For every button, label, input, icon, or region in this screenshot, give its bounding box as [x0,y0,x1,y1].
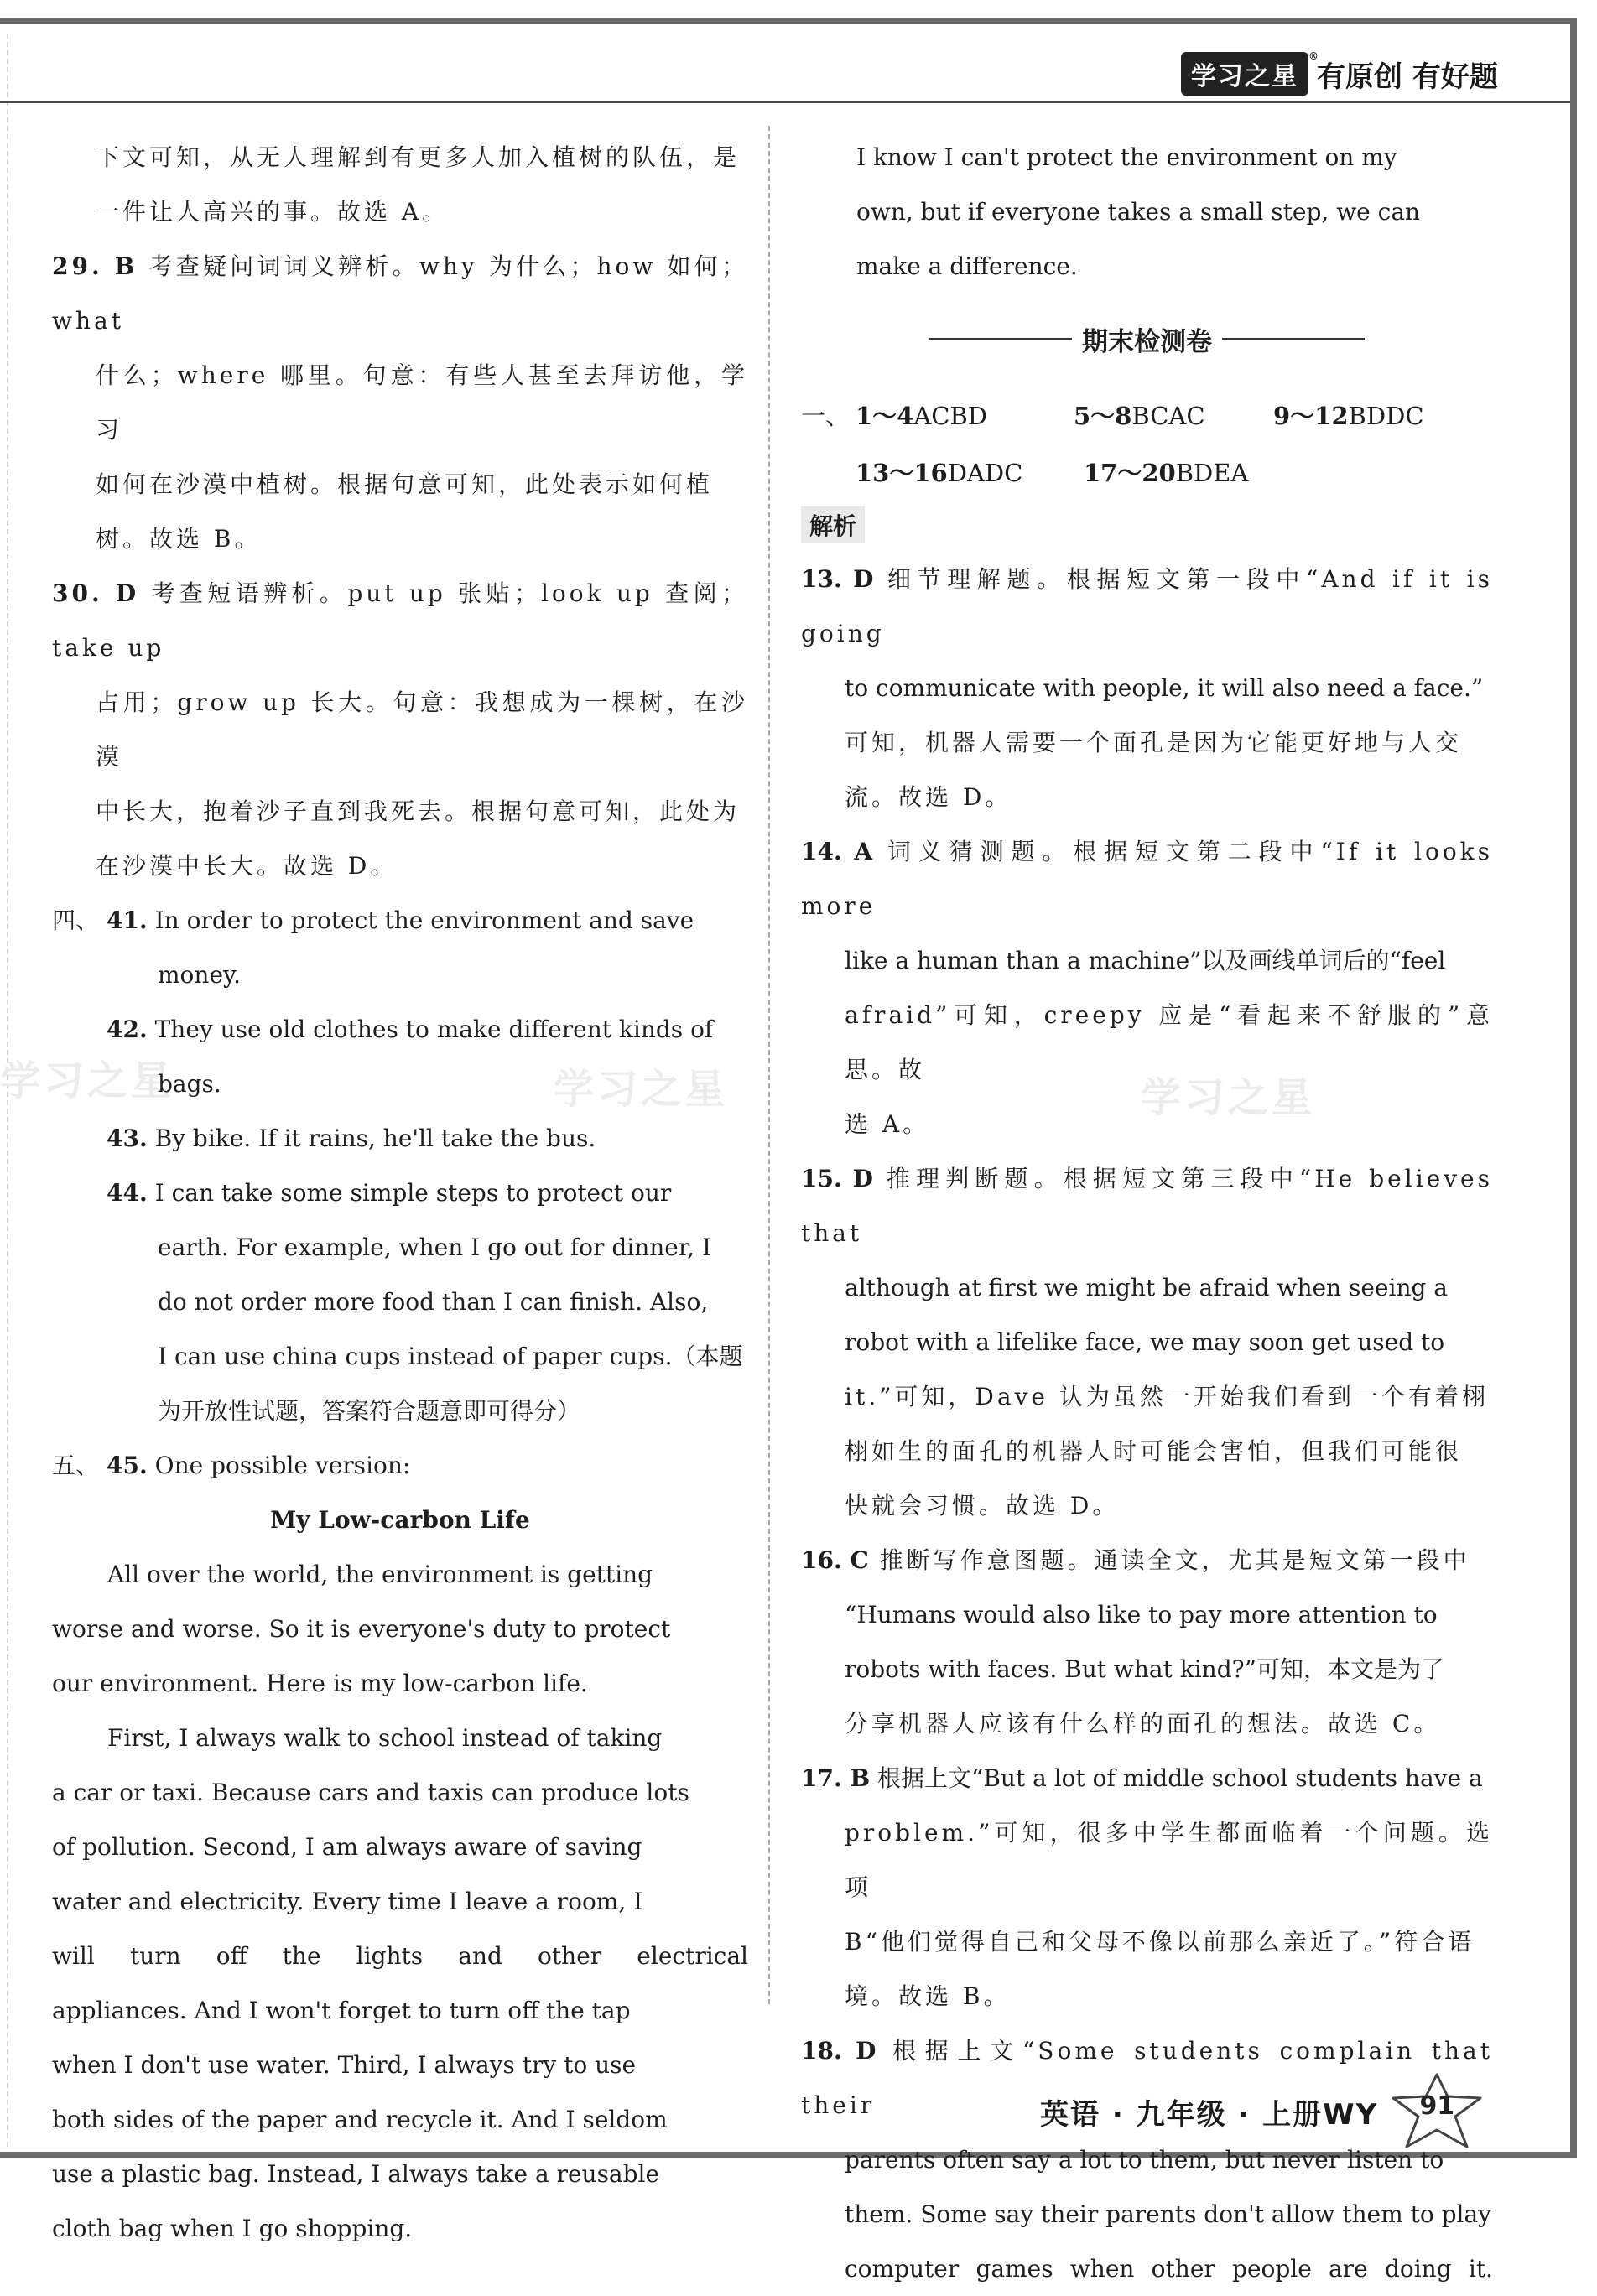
footer-subject: 英语 · 九年级 · 上册WY [1040,2097,1379,2132]
answer-text: 中长大，抱着沙子直到我死去。根据句意可知，此处为 [96,797,741,825]
answer-text: They use old clothes to make different kinds of [147,1016,714,1043]
answer-text: 词义猜测题。根据短文第二段中“If it looks more [801,838,1494,920]
answer-text: 根据上文“But a lot of middle school students have a [870,1764,1483,1792]
answer-text: 流。故选 D。 [845,783,1012,811]
answer-range: 13～16 [856,459,948,487]
question-number: 17. B [801,1764,871,1792]
answer-text: 境。故选 B。 [845,1982,1011,2010]
question-number: 44. [107,1179,148,1207]
answer-item-16 [801,1533,1493,1751]
right-column [801,130,1493,2296]
watermark: 学习之星 [0,1057,175,1104]
answer-text: By bike. If it rains, he'll take the bus. [147,1125,596,1152]
answer-range: 9～12 [1273,402,1349,430]
essay-text: make a difference. [856,252,1078,280]
section-number: 五、 [52,1452,100,1479]
answer-text: In order to protect the environment and save [147,906,694,934]
question-number: 42. [107,1016,148,1043]
watermark: 学习之星 [1141,1074,1316,1121]
answer-text: 可知，机器人需要一个面孔是因为它能更好地与人交 [845,729,1463,756]
brand-logo: 学习之星 ® [1181,52,1308,96]
answer-text: like a human than a machine”以及画线单词后的“feel [845,947,1446,974]
answer-text: afraid”可知，creepy 应是“看起来不舒服的”意思。故 [845,1001,1493,1083]
answer-text: money. [158,961,242,989]
answer-item-29 [52,239,748,566]
question-number: 43. [107,1125,148,1152]
answer-text: 树。故选 B。 [96,525,262,553]
question-number: 16. C [801,1546,869,1574]
question-number: 45. [107,1452,148,1479]
answer-text: 推断写作意图题。通读全文，尤其是短文第一段中 [868,1546,1470,1574]
question-number: 41. [107,906,148,934]
answer-text: 栩如生的面孔的机器人时可能会害怕，但我们可能很 [845,1437,1463,1465]
title-rule-left [929,338,1072,340]
answer-text: although at first we might be afraid when seeing a [845,1274,1448,1301]
answer-text: robot with a lifelike face, we may soon get used to [845,1328,1445,1356]
essay-text: cloth bag when I go shopping. [52,2215,413,2242]
essay-text: water and electricity. Every time I leave a room, I [52,1888,643,1915]
answer-text: 为开放性试题，答案符合题意即可得分） [158,1397,581,1425]
answer-text: them. Some say their parents don't allow them to play [845,2200,1491,2228]
answer-text: 占用；grow up 长大。句意：我想成为一棵树，在沙漠 [96,688,748,771]
answer-text: do not order more food than I can finish. Also, [158,1288,709,1316]
essay-text: All over the world, the environment is getting [107,1561,653,1588]
essay-text: I know I can't protect the environment on my [856,143,1397,171]
answer-section-5 [52,1438,748,2256]
answer-text: 细节理解题。根据短文第一段中“And if it is going [801,565,1493,647]
section-title-text: 期末检测卷 [1082,326,1212,357]
answer-text: 选 A。 [845,1110,930,1138]
answer-text: 分享机器人应该有什么样的面孔的想法。故选 C。 [845,1710,1441,1738]
answer-item-15 [801,1151,1493,1533]
answer-letters: BDEA [1175,459,1249,487]
header-rule [0,101,1570,103]
frame-top-border [0,18,1577,24]
answer-section-4 [52,893,748,1438]
essay-text: of pollution. Second, I am always aware of saving [52,1833,642,1861]
essay-text: a car or taxi. Because cars and taxis can produce lots [52,1779,689,1806]
answer-text: B“他们觉得自己和父母不像以前那么亲近了。”符合语 [845,1928,1475,1956]
answer-text: “Humans would also like to pay more attention to [845,1601,1438,1628]
brand-header [1181,52,1498,96]
answer-text: 什么；where 哪里。句意：有些人甚至去拜访他，学习 [96,361,748,444]
answer-text: robots with faces. But what kind?”可知，本文是为了 [845,1655,1444,1683]
answer-item-18 [801,2023,1493,2296]
essay-text: both sides of the paper and recycle it. And I seldom [52,2106,668,2133]
brand-slogan: 有原创 有好题 [1317,60,1498,94]
frame-right-border [1570,18,1577,2158]
section-number: 四、 [52,906,100,934]
answer-text: parents often say a lot to them, but never listen to [845,2146,1444,2174]
answer-letters: BDDC [1348,402,1424,430]
answer-text: 一件让人高兴的事。故选 A。 [96,198,450,226]
page-number: 91 [1419,2091,1455,2121]
essay-title: My Low-carbon Life [270,1506,530,1534]
answer-text: 下文可知，从无人理解到有更多人加入植树的队伍，是 [96,143,741,171]
answer-letters: BCAC [1131,402,1205,430]
answer-letters: DADC [947,459,1023,487]
analysis-label: 解析 [801,506,865,543]
answer-item-17 [801,1751,1493,2023]
answer-text: One possible version: [147,1452,411,1479]
answer-range: 5～8 [1074,402,1132,430]
question-number: 15. D [801,1165,873,1192]
question-number: 30. D [52,579,140,607]
answer-text: computer games when other people are doing it. [845,2255,1493,2283]
answer-item-14 [801,824,1493,1151]
title-rule-right [1222,338,1365,340]
left-column [52,130,748,2256]
answer-key [801,387,1493,501]
answer-text: to communicate with people, it will also need a face.” [845,674,1484,702]
answer-text: I can use china cups instead of paper cups.（本题 [158,1343,743,1370]
answer-range: 17～20 [1084,459,1176,487]
answer-item-30 [52,566,748,893]
answer-letters: ACBD [913,402,988,430]
essay-text: appliances. And I won't forget to turn off the tap [52,1997,631,2024]
essay-text: when I don't use water. Third, I always try to use [52,2051,637,2079]
essay-text: First, I always walk to school instead of taking [107,1724,663,1752]
answer-item-13 [801,552,1493,824]
column-divider [768,126,770,2004]
answer-text: 快就会习惯。故选 D。 [845,1492,1120,1519]
question-number: 14. A [801,838,873,865]
section-title-final-exam [801,307,1493,371]
essay-text: our environment. Here is my low-carbon life. [52,1670,588,1697]
answer-text: earth. For example, when I go out for dinner, I [158,1234,712,1261]
answer-text: 如何在沙漠中植树。根据句意可知，此处表示如何植 [96,470,714,498]
question-number: 29. B [52,252,138,280]
watermark: 学习之星 [554,1066,729,1113]
answer-text: 推理判断题。根据短文第三段中“He believes that [801,1165,1493,1247]
answer-text: 考查疑问词词义辨析。why 为什么；how 如何；what [52,252,748,335]
answer-text: I can take some simple steps to protect our [147,1179,672,1207]
answer-text: 在沙漠中长大。故选 D。 [96,852,398,880]
essay-text: own, but if everyone takes a small step, we can [856,198,1421,226]
essay-text: will turn off the lights and other electrical [52,1942,748,1970]
page-number-badge [1386,2071,1487,2152]
answer-text: it.”可知，Dave 认为虽然一开始我们看到一个有着栩 [845,1383,1489,1410]
essay-text: use a plastic bag. Instead, I always take a reusable [52,2160,660,2188]
question-number: 18. D [801,2037,877,2065]
answer-text: 考查短语辨析。put up 张贴；look up 查阅；take up [52,579,748,662]
page-footer [1040,2071,1487,2152]
question-number: 13. D [801,565,874,593]
answer-range: 1～4 [856,402,914,430]
answer-text: 根据上文“Some students complain that their [801,2037,1493,2119]
answer-text: bags. [158,1070,221,1098]
essay-text: worse and worse. So it is everyone's duty to protect [52,1615,671,1643]
section-number: 一、 [801,402,851,430]
answer-text: problem.”可知，很多中学生都面临着一个问题。选项 [845,1819,1493,1901]
